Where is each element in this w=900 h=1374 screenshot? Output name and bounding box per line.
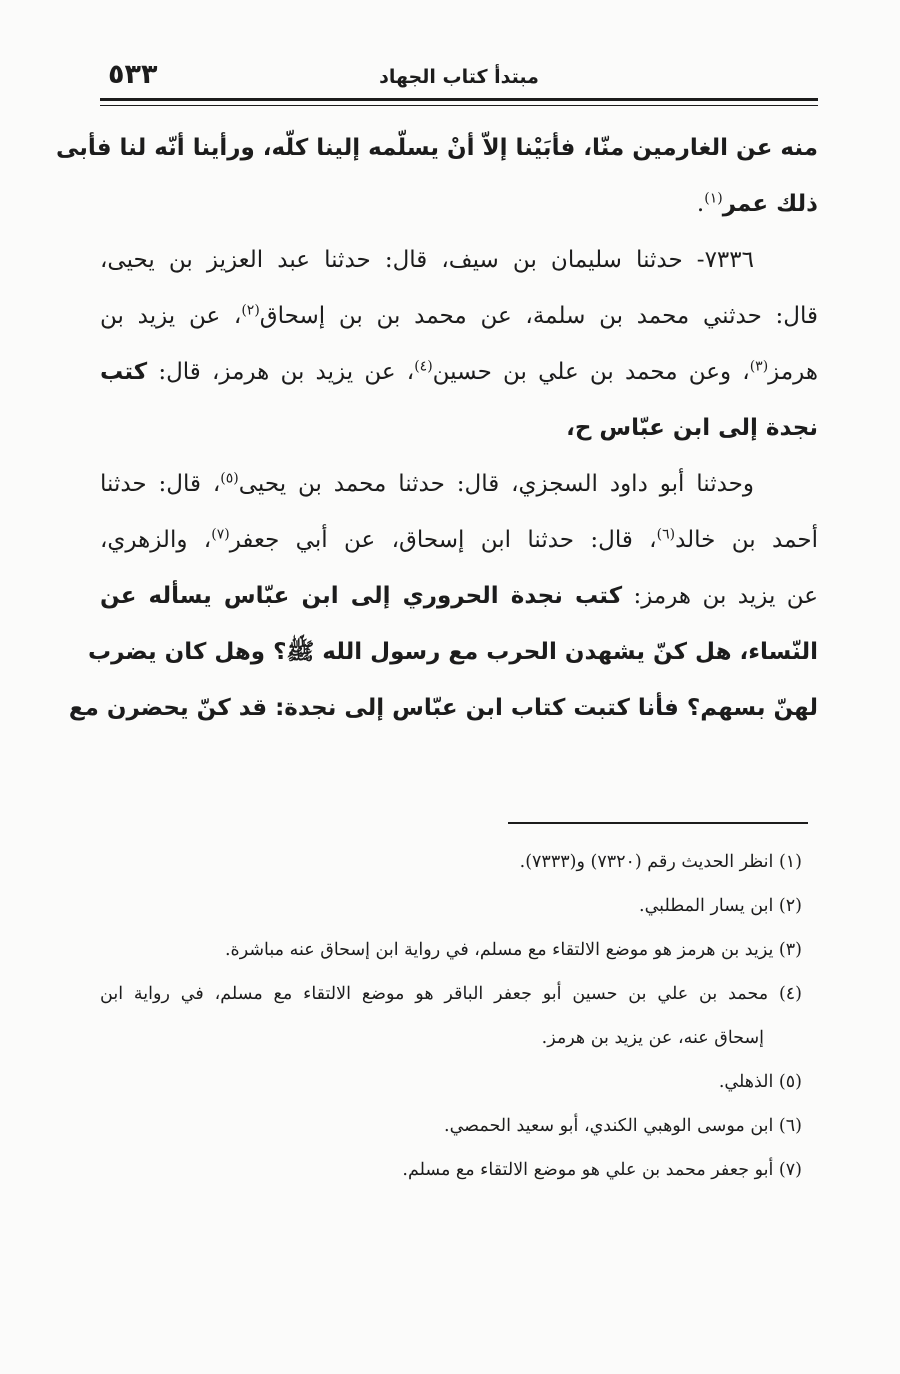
footnote: (٧) أبو جعفر محمد بن علي هو موضع الالتقاء مع مسلم.	[402, 1160, 802, 1180]
text-line	[100, 568, 818, 624]
text-span: ذلك عمر	[722, 191, 818, 217]
page-number: ٥٣٣	[108, 59, 158, 90]
text-line: ٧٣٣٦- حدثنا سليمان بن سيف، قال: حدثنا عبد العزيز بن يحيى،	[100, 247, 754, 273]
text-span: عن يزيد بن هرمز:	[633, 583, 818, 609]
footnote: (١) انظر الحديث رقم (٧٣٢٠) و(٧٣٣٣).	[519, 852, 802, 872]
text-span: .	[696, 191, 705, 217]
footnote-continuation: إسحاق عنه، عن يزيد بن هرمز.	[541, 1028, 764, 1048]
text-span: كتب	[100, 359, 148, 385]
text-line	[100, 344, 818, 400]
text-line: نجدة إلى ابن عبّاس ح،	[566, 415, 818, 441]
footnote-ref: (٣)	[749, 358, 769, 375]
footnote: (٣) يزيد بن هرمز هو موضع الالتقاء مع مسلم، في رواية ابن إسحاق عنه مباشرة.	[224, 940, 802, 960]
text-span: ، عن يزيد بن	[100, 303, 242, 329]
text-span: ، قال: حدثنا	[100, 471, 221, 497]
text-line: النّساء، هل كنّ يشهدن الحرب مع رسول الله ﷺ؟ وهل كان يضرب	[87, 639, 818, 665]
footnote-ref: (٧)	[211, 526, 230, 543]
text-span: قال: حدثني محمد بن سلمة، عن محمد بن بن إسحاق	[259, 303, 818, 329]
text-span: هرمز	[768, 359, 818, 385]
main-text	[55, 120, 818, 736]
footnote-ref: (١)	[704, 190, 723, 207]
text-span: ، قال: حدثنا ابن إسحاق، عن أبي جعفر	[229, 527, 657, 553]
footnote: (٢) ابن يسار المطلبي.	[639, 896, 802, 916]
footnotes	[100, 840, 818, 1192]
footnote: (٤) محمد بن علي بن حسين أبو جعفر الباقر هو موضع الالتقاء مع مسلم، في رواية ابن	[100, 984, 802, 1004]
text-line	[100, 176, 818, 232]
text-line: لهنّ بسهم؟ فأنا كتبت كتاب ابن عبّاس إلى نجدة: قد كنّ يحضرن مع	[68, 695, 818, 721]
footnote-ref: (٢)	[241, 302, 260, 319]
text-span: وحدثنا أبو داود السجزي، قال: حدثنا محمد بن يحيى	[238, 471, 754, 497]
text-span: أحمد بن خالد	[675, 527, 818, 553]
text-line	[100, 512, 818, 568]
text-line	[100, 288, 818, 344]
text-span: كتب نجدة الحروري إلى ابن عبّاس يسأله عن	[100, 583, 623, 609]
running-title: مبتدأ كتاب الجهاد	[379, 66, 539, 88]
text-span: ، وعن محمد بن علي بن حسين	[432, 359, 750, 385]
footnote-ref: (٤)	[414, 358, 433, 375]
footnote-ref: (٦)	[656, 526, 676, 543]
text-span: ، عن يزيد بن هرمز، قال:	[158, 359, 415, 385]
text-line: منه عن الغارمين منّا، فأبَيْنا إلاّ أنْ يسلّمه إلينا كلّه، ورأينا أنّه لنا فأبى	[55, 135, 818, 161]
text-span: ، والزهري،	[100, 527, 212, 553]
text-line	[100, 456, 818, 512]
footnote: (٦) ابن موسى الوهبي الكندي، أبو سعيد الحمصي.	[444, 1116, 802, 1136]
page-header	[100, 58, 818, 101]
footnote-divider	[508, 822, 808, 824]
footnote-ref: (٥)	[220, 470, 239, 487]
footnote: (٥) الذهلي.	[718, 1072, 802, 1092]
